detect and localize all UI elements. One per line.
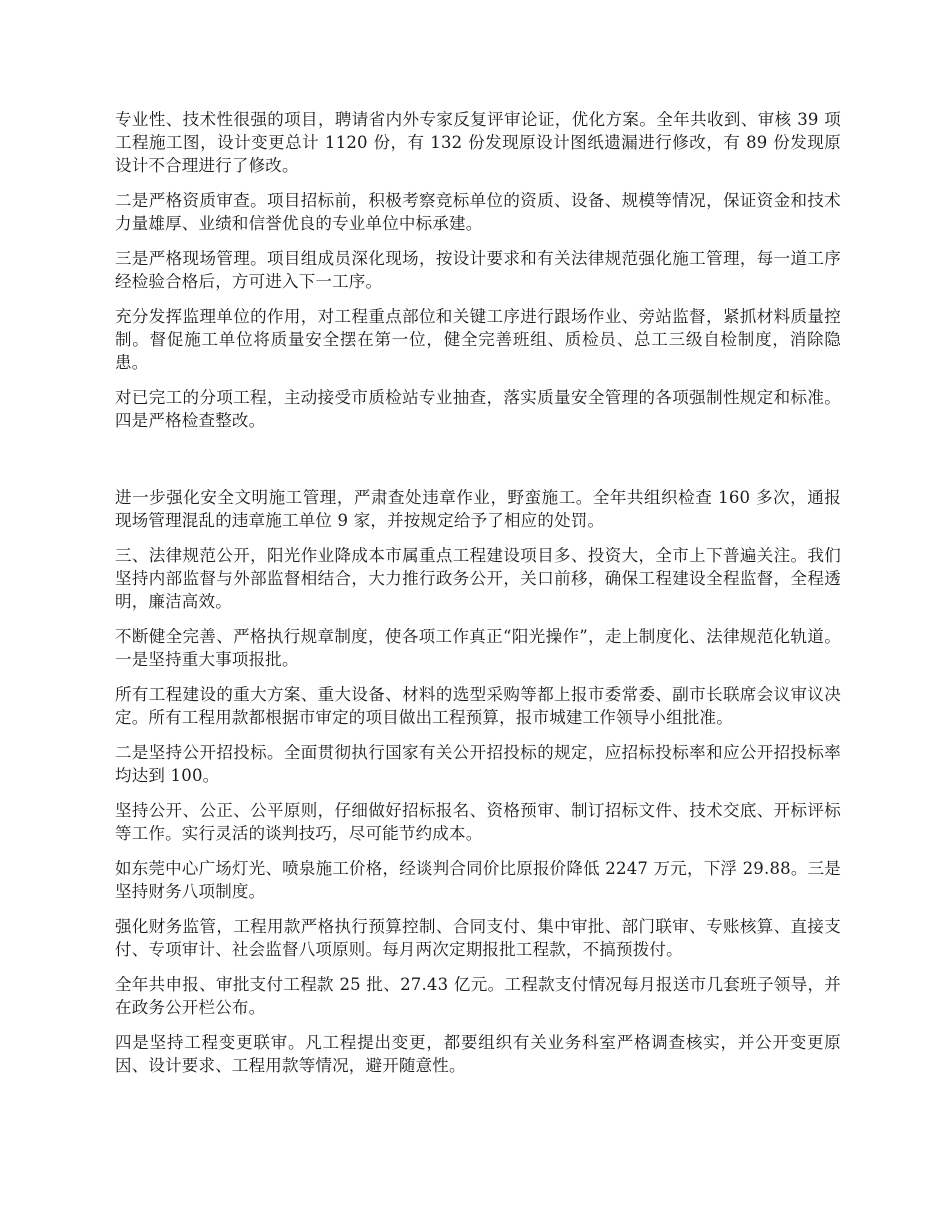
paragraph: 二是严格资质审查。项目招标前，积极考察竞标单位的资质、设备、规模等情况，保证资金和技术力量雄厚、业绩和信誉优良的专业单位中标承建。 (115, 191, 841, 233)
document-body (115, 108, 841, 1089)
paragraph: 专业性、技术性很强的项目，聘请省内外专家反复评审论证，优化方案。全年共收到、审核 39 项工程施工图，设计变更总计 1120 份，有 132 份发现原设计图纸遗漏进行修改，有 89 份发现原设计不合理进行了修改。 (115, 110, 841, 175)
paragraph: 充分发挥监理单位的作用，对工程重点部位和关键工序进行跟场作业、旁站监督，紧抓材料质量控制。督促施工单位将质量安全摆在第一位，健全完善班组、质检员、总工三级自检制度，消除隐患。 (115, 307, 841, 372)
paragraph: 进一步强化安全文明施工管理，严肃查处违章作业，野蛮施工。全年共组织检查 160 多次，通报现场管理混乱的违章施工单位 9 家，并按规定给予了相应的处罚。 (115, 488, 841, 530)
section-spacer (115, 444, 841, 486)
paragraph: 对已完工的分项工程，主动接受市质检站专业抽查，落实质量安全管理的各项强制性规定和标准。四是严格检查整改。 (115, 388, 841, 430)
paragraph: 三、法律规范公开，阳光作业降成本市属重点工程建设项目多、投资大，全市上下普遍关注。我们坚持内部监督与外部监督相结合，大力推行政务公开，关口前移，确保工程建设全程监督，全程透明，廉洁高效。 (115, 546, 841, 611)
paragraph: 四是坚持工程变更联审。凡工程提出变更，都要组织有关业务科室严格调查核实，并公开变更原因、设计要求、工程用款等情况，避开随意性。 (115, 1033, 841, 1075)
paragraph: 如东莞中心广场灯光、喷泉施工价格，经谈判合同价比原报价降低 2247 万元，下浮 29.88。三是坚持财务八项制度。 (115, 859, 841, 901)
paragraph: 强化财务监管，工程用款严格执行预算控制、合同支付、集中审批、部门联审、专账核算、直接支付、专项审计、社会监督八项原则。每月两次定期报批工程款，不搞预拨付。 (115, 917, 841, 959)
paragraph: 所有工程建设的重大方案、重大设备、材料的选型采购等都上报市委常委、副市长联席会议审议决定。所有工程用款都根据市审定的项目做出工程预算，报市城建工作领导小组批准。 (115, 685, 841, 727)
paragraph: 坚持公开、公正、公平原则，仔细做好招标报名、资格预审、制订招标文件、技术交底、开标评标等工作。实行灵活的谈判技巧，尽可能节约成本。 (115, 801, 841, 843)
paragraph: 三是严格现场管理。项目组成员深化现场，按设计要求和有关法律规范强化施工管理，每一道工序经检验合格后，方可进入下一工序。 (115, 249, 841, 291)
paragraph: 全年共申报、审批支付工程款 25 批、27.43 亿元。工程款支付情况每月报送市几套班子领导，并在政务公开栏公布。 (115, 975, 841, 1017)
paragraph: 不断健全完善、严格执行规章制度，使各项工作真正“阳光操作”，走上制度化、法律规范化轨道。一是坚持重大事项报批。 (115, 627, 841, 669)
paragraph: 二是坚持公开招投标。全面贯彻执行国家有关公开招投标的规定，应招标投标率和应公开招投标率均达到 100。 (115, 743, 841, 785)
